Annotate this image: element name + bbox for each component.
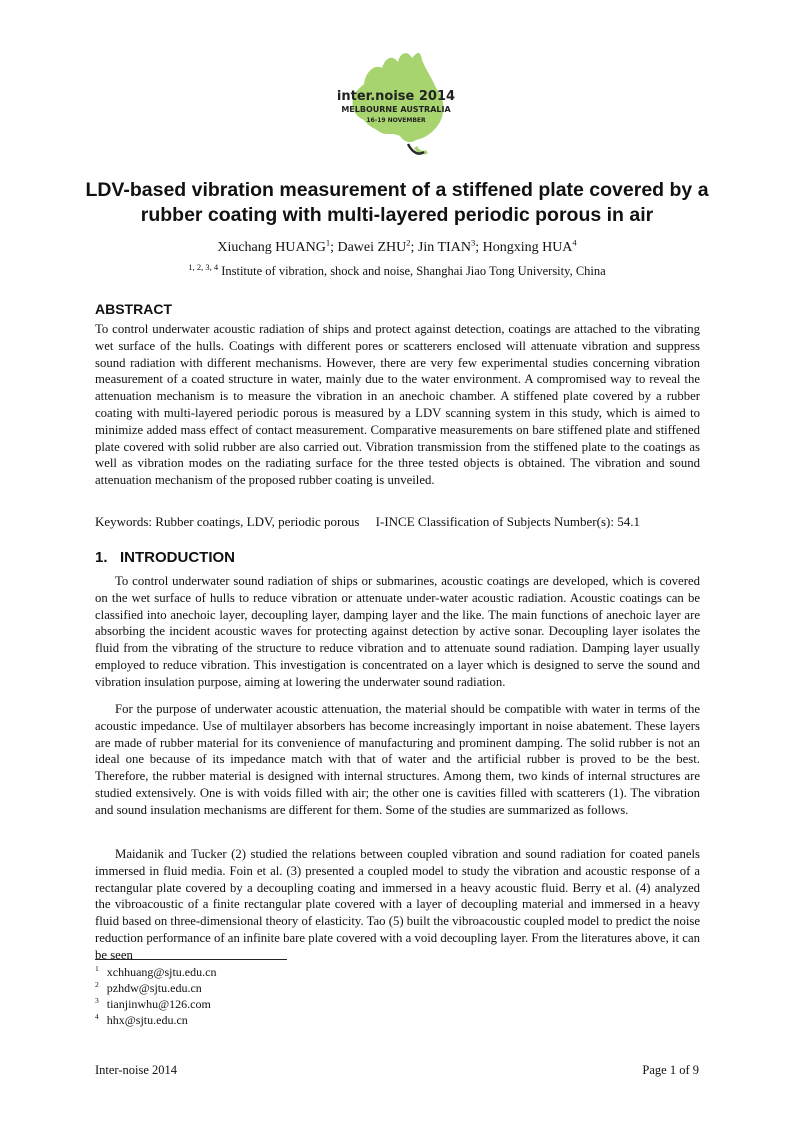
footnote-4-num: 4: [95, 1012, 99, 1021]
footnote-2: [95, 981, 202, 997]
affiliation-text: Institute of vibration, shock and noise, Shanghai Jiao Tong University, China: [218, 264, 606, 278]
affiliation: [0, 261, 794, 279]
logo-dates: 16-19 NOVEMBER: [366, 117, 426, 124]
footnote-rule: [95, 959, 287, 960]
abstract-text: To control underwater acoustic radiation of ships and protect against detection, coatings are attached to the vibrating wet surface of the hulls. Coatings with different pores or scatterers enclosed will attenuate vibration and suppress sound radiation with different mechanisms. However, there are very few experimental studies concerning vibration measurement of a coated structure in water, mainly due to the water environment. A compromised way to reveal the attenuation mechanism is to measure the vibration in an anechoic chamber. A stiffened plate covered by a rubber coating with multi-layered periodic porous is measured by a LDV scanning system in this study, which is aimed to minimize added mass effect of contact measurement. Comparative measurements on bare stiffened plate and stiffened plate covered with solid rubber are also carried out. Vibration transmission from the stiffened plate to the coatings as well as vibration modes on the radiating surface for the three tested objects is obtained. The vibration and sound attenuation mechanism of the proposed rubber coating is unveiled.: [95, 322, 700, 488]
intro-paragraph-2: For the purpose of underwater acoustic attenuation, the material should be compatible with water in terms of the acoustic impedance. Use of multilayer absorbers has become increasingly important in noise abatement. These layers are made of rubber material for its convenience of manufacturing and prominent damping. The solid rubber is not an ideal one because of its impedance match with that of water and the artificial rubber is proved to be the best. Therefore, the rubber material is designed with internal structures. Among them, two kinds of internal structures are studied extensively. One is with voids filled with air; the other one is cavities filled with scatterers (1). The vibration and sound insulation mechanisms are different for them. Some of the studies are summarized as follows.: [95, 702, 700, 817]
abstract-heading: ABSTRACT: [95, 301, 172, 317]
author-1-sup: 1: [325, 237, 331, 248]
affiliation-sup: 1, 2, 3, 4: [188, 261, 219, 272]
australia-map-logo: [330, 40, 460, 160]
keywords-text: Keywords: Rubber coatings, LDV, periodic porous: [95, 514, 360, 529]
footnote-3-num: 3: [95, 996, 99, 1005]
intro-paragraph-3: Maidanik and Tucker (2) studied the relations between coupled vibration and sound radiation for coated panels immersed in fluid media. Foin et al. (3) presented a coupled model to study the vibration and acoustic response of a rectangular plate covered by a decoupling coating and immersed in a heavy acoustic fluid. Berry et al. (4) analyzed the vibroacoustic of a finite rectangular plate covered with a layer of decoupling material and immersed in a heavy fluid based on three-dimensional theory of elasticity. Tao (5) built the vibroacoustic coupled model to predict the noise reduction performance of an infinite bare plate covered with a void decoupling layer. From the literatures above, it can be seen: [95, 847, 700, 962]
introduction-heading: 1. INTRODUCTION: [95, 549, 236, 566]
footer-conference: Inter-noise 2014: [95, 1063, 178, 1077]
author-4: ; Hongxing HUA: [475, 240, 573, 255]
conference-logo: [330, 40, 460, 160]
footnote-3: [95, 997, 211, 1013]
footnote-2-num: 2: [95, 980, 99, 989]
author-2-sup: 2: [406, 237, 411, 248]
author-1: Xiuchang HUANG: [217, 240, 326, 255]
classification-text: I-INCE Classification of Subjects Number(s): 54.1: [375, 514, 640, 529]
author-3-sup: 3: [470, 237, 476, 248]
logo-name: inter.noise 2014: [336, 89, 456, 104]
title-line-2: rubber coating with multi-layered periodic porous in air: [140, 204, 654, 226]
footer-page-number: Page 1 of 9: [642, 1063, 699, 1077]
footnote-1-email: xchhuang@sjtu.edu.cn: [106, 965, 217, 979]
author-3: ; Jin TIAN: [410, 240, 471, 255]
footnote-2-email: pzhdw@sjtu.edu.cn: [106, 981, 202, 995]
keywords-line: [95, 514, 700, 530]
author-4-sup: 4: [572, 237, 577, 248]
logo-location: MELBOURNE AUSTRALIA: [341, 105, 451, 114]
intro-paragraph-1: To control underwater sound radiation of ships or submarines, acoustic coatings are developed, which is covered on the wet surface of hulls to reduce vibration or attenuate under-water acoustic radiation. Acoustic coatings can be classified into anechoic layer, decoupling layer, damping layer and the like. The main functions of anechoic layer are absorbing the incident acoustic waves for protecting against detection by active sonar. Decoupling layer isolates the fluid from the vibrating of the structure to reduce vibration and to attenuate sound radiation. Damping layer usually employed to reduce vibration. This investigation is concentrated on a layer which is designed to serve the sound and vibration insulation purpose, aiming at lowering the underwater sound radiation.: [95, 574, 700, 689]
footnote-1: [95, 965, 216, 981]
footnote-4-email: hhx@sjtu.edu.cn: [106, 1013, 188, 1027]
footnote-1-num: 1: [95, 964, 99, 973]
footnote-3-email: tianjinwhu@126.com: [106, 997, 211, 1011]
paper-title: [60, 178, 734, 228]
author-list: [0, 237, 794, 256]
author-2: ; Dawei ZHU: [330, 240, 407, 255]
footnote-4: [95, 1013, 188, 1029]
title-line-1: LDV-based vibration measurement of a stiffened plate covered by a: [85, 179, 709, 201]
